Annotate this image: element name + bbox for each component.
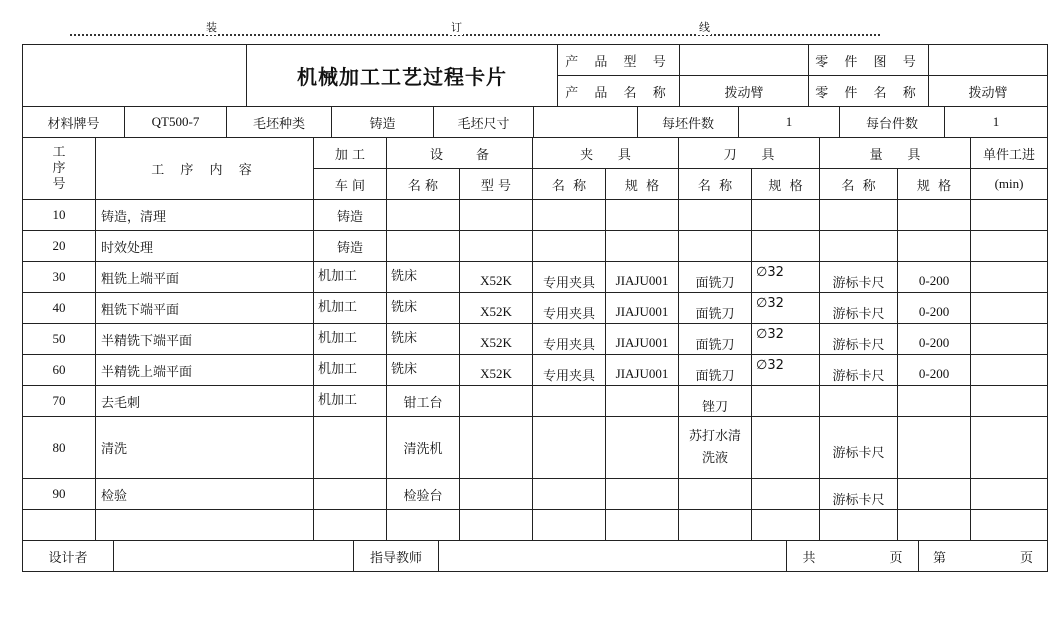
gauge-name: 游标卡尺 bbox=[820, 355, 898, 386]
fx-spec-header: 规 格 bbox=[606, 169, 679, 200]
process-content: 粗铣上端平面 bbox=[96, 262, 314, 293]
process-row bbox=[23, 293, 1048, 324]
page-number bbox=[919, 541, 1048, 572]
fixture-name bbox=[533, 479, 606, 510]
equipment-model: X52K bbox=[460, 355, 533, 386]
fixture-spec: JIAJU001 bbox=[606, 293, 679, 324]
gauge-spec bbox=[898, 200, 971, 231]
process-seq: 70 bbox=[23, 386, 96, 417]
eq-name-header: 名 称 bbox=[387, 169, 460, 200]
unit-time bbox=[971, 231, 1048, 262]
cutter-name: 面铣刀 bbox=[679, 355, 752, 386]
fixture-spec bbox=[606, 386, 679, 417]
fixture-spec bbox=[606, 479, 679, 510]
unit-time bbox=[971, 355, 1048, 386]
cutter-name: 面铣刀 bbox=[679, 293, 752, 324]
gg-spec-header: 规 格 bbox=[898, 169, 971, 200]
advisor-value bbox=[439, 541, 787, 572]
process-workshop bbox=[314, 479, 387, 510]
binding-mark: 订 bbox=[451, 21, 462, 34]
title-block bbox=[22, 44, 1048, 107]
process-card bbox=[22, 44, 1047, 572]
process-workshop bbox=[314, 417, 387, 479]
material-row bbox=[22, 106, 1048, 138]
process-workshop: 机加工 bbox=[314, 355, 387, 386]
process-row bbox=[23, 231, 1048, 262]
cutter-spec bbox=[752, 200, 820, 231]
card-title: 机械加工工艺过程卡片 bbox=[247, 45, 558, 107]
per-blank-label: 每坯件数 bbox=[638, 107, 739, 138]
fixture-spec: JIAJU001 bbox=[606, 324, 679, 355]
process-content: 去毛刺 bbox=[96, 386, 314, 417]
process-row bbox=[23, 324, 1048, 355]
process-row bbox=[23, 355, 1048, 386]
equipment-name bbox=[387, 231, 460, 262]
gauge-name bbox=[820, 200, 898, 231]
designer-label: 设计者 bbox=[23, 541, 114, 572]
equipment-name: 钳工台 bbox=[387, 386, 460, 417]
equipment-model bbox=[460, 510, 533, 541]
process-workshop: 机加工 bbox=[314, 324, 387, 355]
gauge-name bbox=[820, 510, 898, 541]
unit-time bbox=[971, 510, 1048, 541]
fixture-name bbox=[533, 417, 606, 479]
page-number-suffix: 页 bbox=[1019, 550, 1033, 566]
cutter-name bbox=[679, 231, 752, 262]
fixture-spec: JIAJU001 bbox=[606, 262, 679, 293]
process-workshop: 机加工 bbox=[314, 262, 387, 293]
ct-spec-header: 规 格 bbox=[752, 169, 820, 200]
process-content bbox=[96, 510, 314, 541]
fixture-name: 专用夹具 bbox=[533, 324, 606, 355]
process-workshop bbox=[314, 510, 387, 541]
fixture-spec bbox=[606, 417, 679, 479]
process-seq: 80 bbox=[23, 417, 96, 479]
process-row bbox=[23, 262, 1048, 293]
cutter-spec: ∅32 bbox=[752, 293, 820, 324]
col-workshop-header-2: 车 间 bbox=[314, 169, 387, 200]
total-pages bbox=[787, 541, 919, 572]
gauge-name bbox=[820, 231, 898, 262]
cutter-spec: ∅32 bbox=[752, 262, 820, 293]
fixture-spec bbox=[606, 510, 679, 541]
process-content: 检验 bbox=[96, 479, 314, 510]
logo-cell bbox=[23, 45, 247, 107]
fixture-spec bbox=[606, 231, 679, 262]
total-pages-label: 共 bbox=[802, 550, 816, 566]
product-model-value bbox=[680, 45, 809, 76]
cutter-name bbox=[679, 200, 752, 231]
material-grade-label: 材料牌号 bbox=[23, 107, 125, 138]
equipment-name: 铣床 bbox=[387, 262, 460, 293]
equipment-name bbox=[387, 200, 460, 231]
cutter-name: 苏打水清洗液 bbox=[679, 417, 752, 479]
gauge-spec: 0-200 bbox=[898, 324, 971, 355]
gauge-spec bbox=[898, 479, 971, 510]
equipment-name: 清洗机 bbox=[387, 417, 460, 479]
fx-name-header: 名 称 bbox=[533, 169, 606, 200]
process-content: 粗铣下端平面 bbox=[96, 293, 314, 324]
process-seq: 10 bbox=[23, 200, 96, 231]
fixture-name: 专用夹具 bbox=[533, 355, 606, 386]
blank-type-label: 毛坯种类 bbox=[227, 107, 332, 138]
cutter-spec bbox=[752, 417, 820, 479]
process-table bbox=[22, 137, 1048, 541]
product-model-label: 产 品 型 号 bbox=[558, 45, 680, 76]
product-name-value: 拨动臂 bbox=[680, 76, 809, 107]
gauge-name bbox=[820, 386, 898, 417]
fixture-name: 专用夹具 bbox=[533, 262, 606, 293]
process-row bbox=[23, 386, 1048, 417]
per-unit-value: 1 bbox=[945, 107, 1048, 138]
unit-time bbox=[971, 324, 1048, 355]
fixture-name bbox=[533, 231, 606, 262]
col-gauge-header: 量 具 bbox=[820, 138, 971, 169]
per-blank-value: 1 bbox=[739, 107, 840, 138]
unit-time bbox=[971, 200, 1048, 231]
gauge-spec bbox=[898, 231, 971, 262]
gauge-spec bbox=[898, 386, 971, 417]
footer-row bbox=[22, 540, 1048, 572]
eq-model-header: 型 号 bbox=[460, 169, 533, 200]
process-workshop: 机加工 bbox=[314, 293, 387, 324]
equipment-model bbox=[460, 417, 533, 479]
blank-size-value bbox=[534, 107, 638, 138]
fixture-spec bbox=[606, 200, 679, 231]
gauge-spec: 0-200 bbox=[898, 262, 971, 293]
unit-time bbox=[971, 293, 1048, 324]
fixture-name bbox=[533, 510, 606, 541]
advisor-label: 指导教师 bbox=[354, 541, 439, 572]
process-content: 半精铣上端平面 bbox=[96, 355, 314, 386]
cutter-spec: ∅32 bbox=[752, 324, 820, 355]
cutter-name bbox=[679, 510, 752, 541]
col-content-header: 工 序 内 容 bbox=[96, 138, 314, 200]
process-seq bbox=[23, 510, 96, 541]
gauge-name: 游标卡尺 bbox=[820, 417, 898, 479]
process-seq: 40 bbox=[23, 293, 96, 324]
process-content: 半精铣下端平面 bbox=[96, 324, 314, 355]
gauge-spec bbox=[898, 417, 971, 479]
gauge-spec: 0-200 bbox=[898, 293, 971, 324]
part-name-value: 拨动臂 bbox=[929, 76, 1048, 107]
process-seq: 20 bbox=[23, 231, 96, 262]
equipment-name: 铣床 bbox=[387, 293, 460, 324]
cutter-name: 面铣刀 bbox=[679, 324, 752, 355]
fixture-spec: JIAJU001 bbox=[606, 355, 679, 386]
col-fixture-header: 夹 具 bbox=[533, 138, 679, 169]
gauge-spec: 0-200 bbox=[898, 355, 971, 386]
fixture-name bbox=[533, 200, 606, 231]
fixture-name bbox=[533, 386, 606, 417]
cutter-name bbox=[679, 479, 752, 510]
blank-size-label: 毛坯尺寸 bbox=[434, 107, 534, 138]
process-seq: 50 bbox=[23, 324, 96, 355]
fixture-name: 专用夹具 bbox=[533, 293, 606, 324]
equipment-name: 铣床 bbox=[387, 324, 460, 355]
unit-time bbox=[971, 479, 1048, 510]
col-seq-header: 工 序 号 bbox=[23, 138, 96, 200]
binding-mark: 装 bbox=[206, 21, 217, 34]
binding-line bbox=[70, 21, 880, 36]
part-drawing-label: 零 件 图 号 bbox=[809, 45, 929, 76]
process-row bbox=[23, 417, 1048, 479]
equipment-name: 铣床 bbox=[387, 355, 460, 386]
cutter-name: 锉刀 bbox=[679, 386, 752, 417]
process-content: 清洗 bbox=[96, 417, 314, 479]
process-content: 铸造，清理 bbox=[96, 200, 314, 231]
equipment-model: X52K bbox=[460, 262, 533, 293]
part-name-label: 零 件 名 称 bbox=[809, 76, 929, 107]
equipment-model bbox=[460, 479, 533, 510]
cutter-spec bbox=[752, 479, 820, 510]
process-workshop: 铸造 bbox=[314, 231, 387, 262]
process-row bbox=[23, 479, 1048, 510]
equipment-name bbox=[387, 510, 460, 541]
equipment-model bbox=[460, 200, 533, 231]
cutter-spec: ∅32 bbox=[752, 355, 820, 386]
process-workshop: 铸造 bbox=[314, 200, 387, 231]
process-workshop: 机加工 bbox=[314, 386, 387, 417]
process-seq: 60 bbox=[23, 355, 96, 386]
process-seq: 30 bbox=[23, 262, 96, 293]
page-number-label: 第 bbox=[933, 550, 947, 566]
col-cutter-header: 刀 具 bbox=[679, 138, 820, 169]
unit-time bbox=[971, 417, 1048, 479]
cutter-spec bbox=[752, 510, 820, 541]
material-grade-value: QT500-7 bbox=[125, 107, 227, 138]
time-unit-header: (min) bbox=[971, 169, 1048, 200]
equipment-name: 检验台 bbox=[387, 479, 460, 510]
process-seq: 90 bbox=[23, 479, 96, 510]
equipment-model: X52K bbox=[460, 324, 533, 355]
equipment-model bbox=[460, 231, 533, 262]
col-workshop-header: 加 工 bbox=[314, 138, 387, 169]
designer-value bbox=[114, 541, 354, 572]
col-equipment-header: 设 备 bbox=[387, 138, 533, 169]
ct-name-header: 名 称 bbox=[679, 169, 752, 200]
gauge-name: 游标卡尺 bbox=[820, 324, 898, 355]
process-row bbox=[23, 200, 1048, 231]
gauge-name: 游标卡尺 bbox=[820, 262, 898, 293]
equipment-model bbox=[460, 386, 533, 417]
gauge-name: 游标卡尺 bbox=[820, 293, 898, 324]
process-content: 时效处理 bbox=[96, 231, 314, 262]
cutter-spec bbox=[752, 386, 820, 417]
product-name-label: 产 品 名 称 bbox=[558, 76, 680, 107]
cutter-name: 面铣刀 bbox=[679, 262, 752, 293]
unit-time bbox=[971, 386, 1048, 417]
blank-type-value: 铸造 bbox=[332, 107, 434, 138]
cutter-spec bbox=[752, 231, 820, 262]
gauge-name: 游标卡尺 bbox=[820, 479, 898, 510]
gg-name-header: 名 称 bbox=[820, 169, 898, 200]
process-rows bbox=[23, 200, 1048, 541]
part-drawing-value bbox=[929, 45, 1048, 76]
gauge-spec bbox=[898, 510, 971, 541]
col-time-header: 单件工进 bbox=[971, 138, 1048, 169]
binding-mark: 线 bbox=[699, 21, 710, 34]
equipment-model: X52K bbox=[460, 293, 533, 324]
per-unit-label: 每台件数 bbox=[840, 107, 945, 138]
total-pages-suffix: 页 bbox=[889, 550, 903, 566]
process-row bbox=[23, 510, 1048, 541]
unit-time bbox=[971, 262, 1048, 293]
